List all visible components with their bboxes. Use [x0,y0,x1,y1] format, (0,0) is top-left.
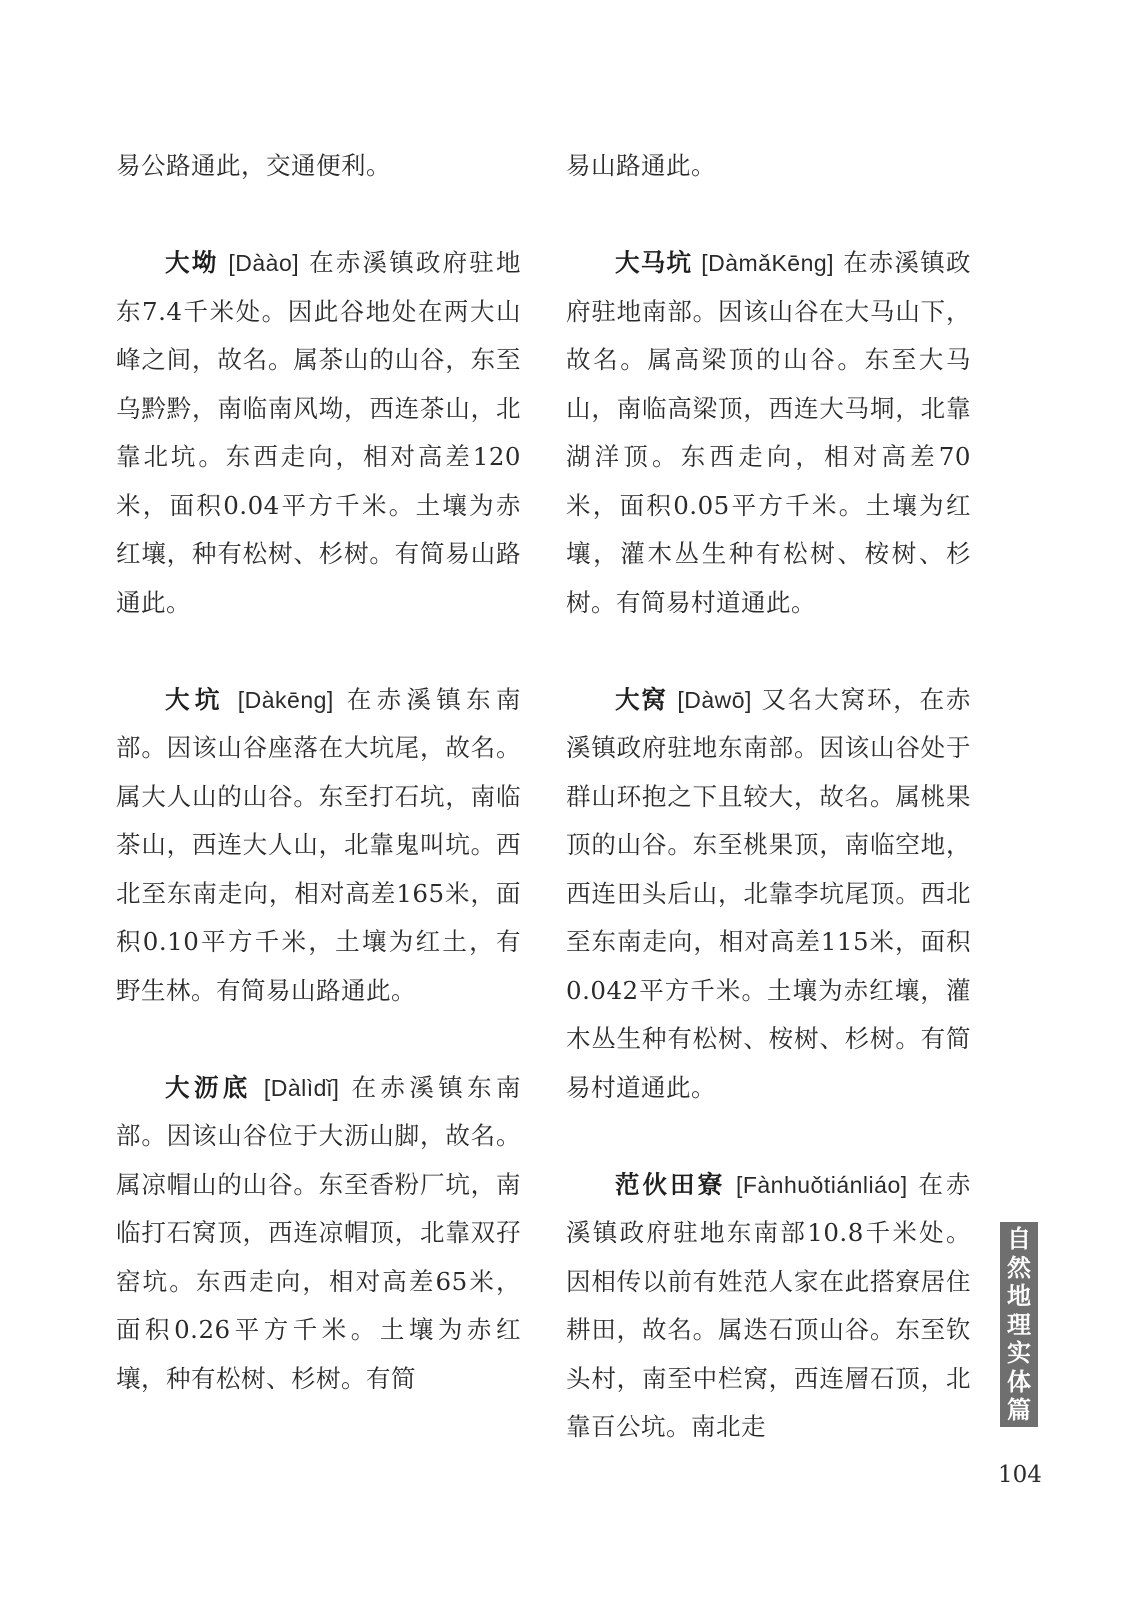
left-column [116,142,521,1452]
right-column [566,142,971,1500]
entry-title: 大坑 [165,684,225,714]
entry-title: 大沥底 [165,1072,252,1102]
entry-dawo [566,676,971,1113]
page-number: 104 [998,1462,1042,1488]
entry-pinyin: [DàmǎKēng] [701,250,835,276]
section-side-tab: 自然地理实体篇 [1000,1222,1038,1427]
entry-body: 在赤溪镇东南部。因该山谷位于大沥山脚，故名。属凉帽山的山谷。东至香粉厂坑，南临打石窝顶，西连凉帽顶，北靠双孖窑坑。东西走向，相对高差65米，面积0.26平方千米。土壤为赤红壤，种有松树、杉树。有简 [116,1072,521,1393]
continuation-paragraph: 易山路通此。 [566,151,716,180]
entry-pinyin: [Dàào] [228,250,300,276]
entry-pinyin: [Fànhuǒtiánliáo] [735,1171,908,1198]
entry-dakeng [116,676,521,1016]
entry-pinyin: [Dàwō] [677,686,752,713]
entry-damakeng [566,239,971,627]
entry-pinyin: [Dàlìdǐ] [263,1074,340,1101]
entry-dalidi [116,1064,521,1404]
entry-pinyin: [Dàkēng] [237,686,334,713]
entry-body: 又名大窝环，在赤溪镇政府驻地东南部。因该山谷处于群山环抱之下且较大，故名。属桃果顶的山谷。东至桃果顶，南临空地，西连田头后山，北靠李坑尾顶。西北至东南走向，相对高差115米，面积0.042平方千米。土壤为赤红壤，灌木丛生种有松树、桉树、杉树。有简易村道通此。 [566,684,972,1102]
entry-title: 大马坑 [615,248,693,277]
entry-body: 在赤溪镇东南部。因该山谷座落在大坑尾，故名。属大人山的山谷。东至打石坑，南临茶山，西连大人山，北靠鬼叫坑。西北至东南走向，相对高差165米，面积0.10平方千米，土壤为红土，有野生林。有简易山路通此。 [116,684,522,1005]
entry-body: 在赤溪镇政府驻地东7.4千米处。因此谷地处在两大山峰之间，故名。属茶山的山谷，东至乌黔黔，南临南风坳，西连茶山，北靠北坑。东西走向，相对高差120米，面积0.04平方千米。土壤为赤红壤，种有松树、杉树。有简易山路通此。 [116,248,521,617]
entry-fanhuotianliao [566,1161,971,1452]
entry-body: 在赤溪镇政府驻地东南部10.8千米处。因相传以前有姓范人家在此搭寮居住耕田，故名。属迭石顶山谷。东至钦头村，南至中栏窝，西连層石顶，北靠百公坑。南北走 [566,1169,971,1441]
continuation-paragraph: 易公路通此，交通便利。 [116,151,391,180]
entry-dao [116,239,521,627]
entry-title: 范伙田寮 [615,1169,726,1199]
entry-body: 在赤溪镇政府驻地南部。因该山谷在大马山下，故名。属高梁顶的山谷。东至大马山，南临高梁顶，西连大马垌，北靠湖洋顶。东西走向，相对高差70米，面积0.05平方千米。土壤为红壤，灌木丛生种有松树、桉树、杉树。有简易村道通此。 [566,248,971,617]
entry-title: 大窝 [615,684,668,714]
entry-title: 大坳 [165,248,219,277]
